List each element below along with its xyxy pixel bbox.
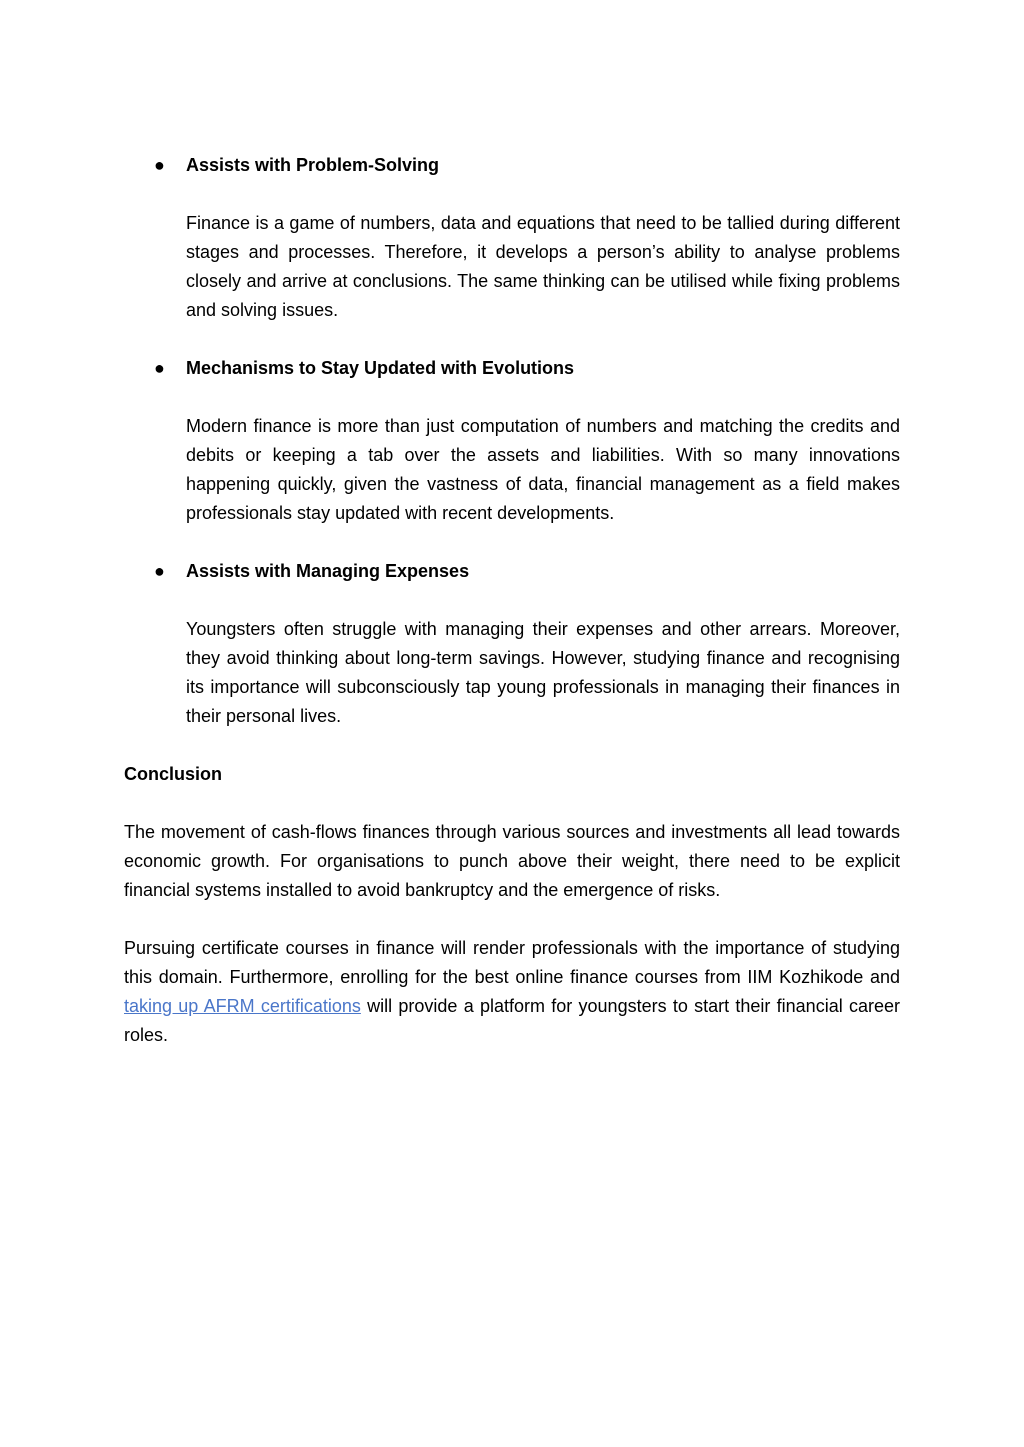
bullet-heading: [124, 151, 900, 180]
bullet-dot-icon: ●: [154, 561, 165, 581]
conclusion-heading: Conclusion: [124, 764, 222, 784]
conclusion-paragraph-2: [124, 934, 900, 1050]
paragraph-text-before-link: Pursuing certificate courses in finance will render professionals with the importance of studying this domain. Furthermore, enrolling for the best online finance courses from IIM Kozhikode and: [124, 938, 900, 987]
section-body-text: Finance is a game of numbers, data and equations that need to be tallied during different stages and processes. Therefore, it develops a person’s ability to analyse problems closely and arrive at conclusions. The same thinking can be utilised while fixing problems and solving issues.: [186, 213, 900, 320]
bullet-section-stay-updated: [124, 354, 900, 528]
bullet-section-problem-solving: [124, 151, 900, 325]
section-heading-text: Mechanisms to Stay Updated with Evolutions: [186, 358, 575, 378]
bullet-heading: [124, 557, 900, 586]
bullet-heading: [124, 354, 900, 383]
section-body-text: Modern finance is more than just computation of numbers and matching the credits and debits or keeping a tab over the assets and liabilities. With so many innovations happening quickly, given the vastness of data, financial management as a field makes professionals stay updated with recent developments.: [186, 416, 900, 523]
section-heading-text: Assists with Managing Expenses: [186, 561, 470, 581]
bullet-dot-icon: ●: [154, 358, 165, 378]
section-heading-text: Assists with Problem-Solving: [186, 155, 440, 175]
section-body-text: Youngsters often struggle with managing their expenses and other arrears. Moreover, they avoid thinking about long-term savings. However, studying finance and recognising its importance will subconsciously tap young professionals in managing their finances in their personal lives.: [186, 619, 900, 726]
afrm-certifications-link[interactable]: taking up AFRM certifications: [124, 996, 361, 1016]
bullet-section-managing-expenses: [124, 557, 900, 731]
bullet-dot-icon: ●: [154, 155, 165, 175]
paragraph-text-after-link: will provide a platform for youngsters to start their financial career roles.: [124, 996, 900, 1045]
conclusion-paragraph-1: The movement of cash-flows finances through various sources and investments all lead towards economic growth. For organisations to punch above their weight, there need to be explicit financial systems installed to avoid bankruptcy and the emergence of risks.: [124, 822, 900, 900]
